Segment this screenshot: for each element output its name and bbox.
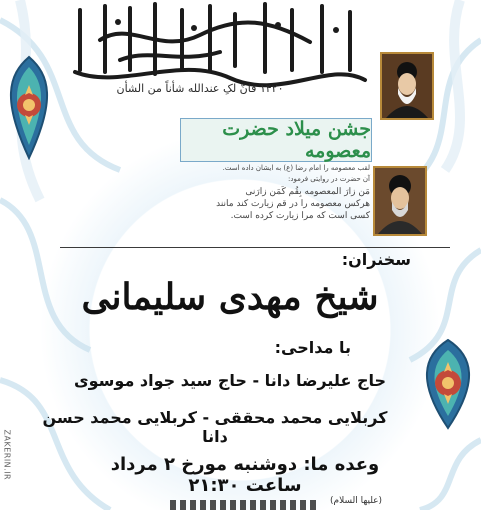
right-ornament-icon (415, 338, 481, 430)
reciters-label: با مداحی: (274, 338, 351, 357)
hadith-arabic: مَن زارَ المعصومه بِقُم کَمَن زارَنی (245, 187, 370, 197)
reciters-line-2: کربلایی محمد محققی - کربلایی محمد حسن دانا (42, 408, 388, 446)
calligraphy-subline: ۱۴۲۰ فانّ لکِ عندالله شأناً من الشأن (116, 82, 284, 95)
event-title: جشن میلاد حضرت معصومه (222, 118, 371, 162)
calligraphy-artwork (60, 0, 375, 95)
event-title-banner (180, 118, 372, 162)
hadith-persian-line-2: کسی است که مرا زیارت کرده است. (230, 211, 370, 221)
hadith-intro: لقب معصومه را امام رضا (ع) به ایشان داده است. (222, 164, 370, 172)
watermark: ZAKERIN.IR (2, 429, 12, 481)
bottom-text-strip (170, 500, 320, 510)
hadith-block (175, 164, 370, 236)
hadith-source: آن حضرت در روایتی فرمود: (288, 175, 370, 183)
reciters-line-1: حاج علیرضا دانا - حاج سید جواد موسوی (73, 371, 387, 390)
left-ornament-icon (0, 55, 58, 160)
speaker-name: شیخ مهدی سلیمانی (81, 276, 379, 318)
portrait-figure-icon (382, 54, 432, 118)
footer-tag: (علیها السلام) (330, 496, 383, 506)
portrait-figure-icon (375, 168, 425, 234)
speaker-label: سخنران: (341, 250, 411, 269)
portrait-image (373, 166, 427, 236)
portrait-image (380, 52, 434, 120)
section-divider (60, 247, 450, 248)
event-schedule: وعده ما: دوشنبه مورخ ۲ مرداد ساعت ۲۱:۳۰ (110, 454, 380, 496)
hadith-persian-line-1: هرکس معصومه را در قم زیارت کند مانند (216, 199, 370, 209)
